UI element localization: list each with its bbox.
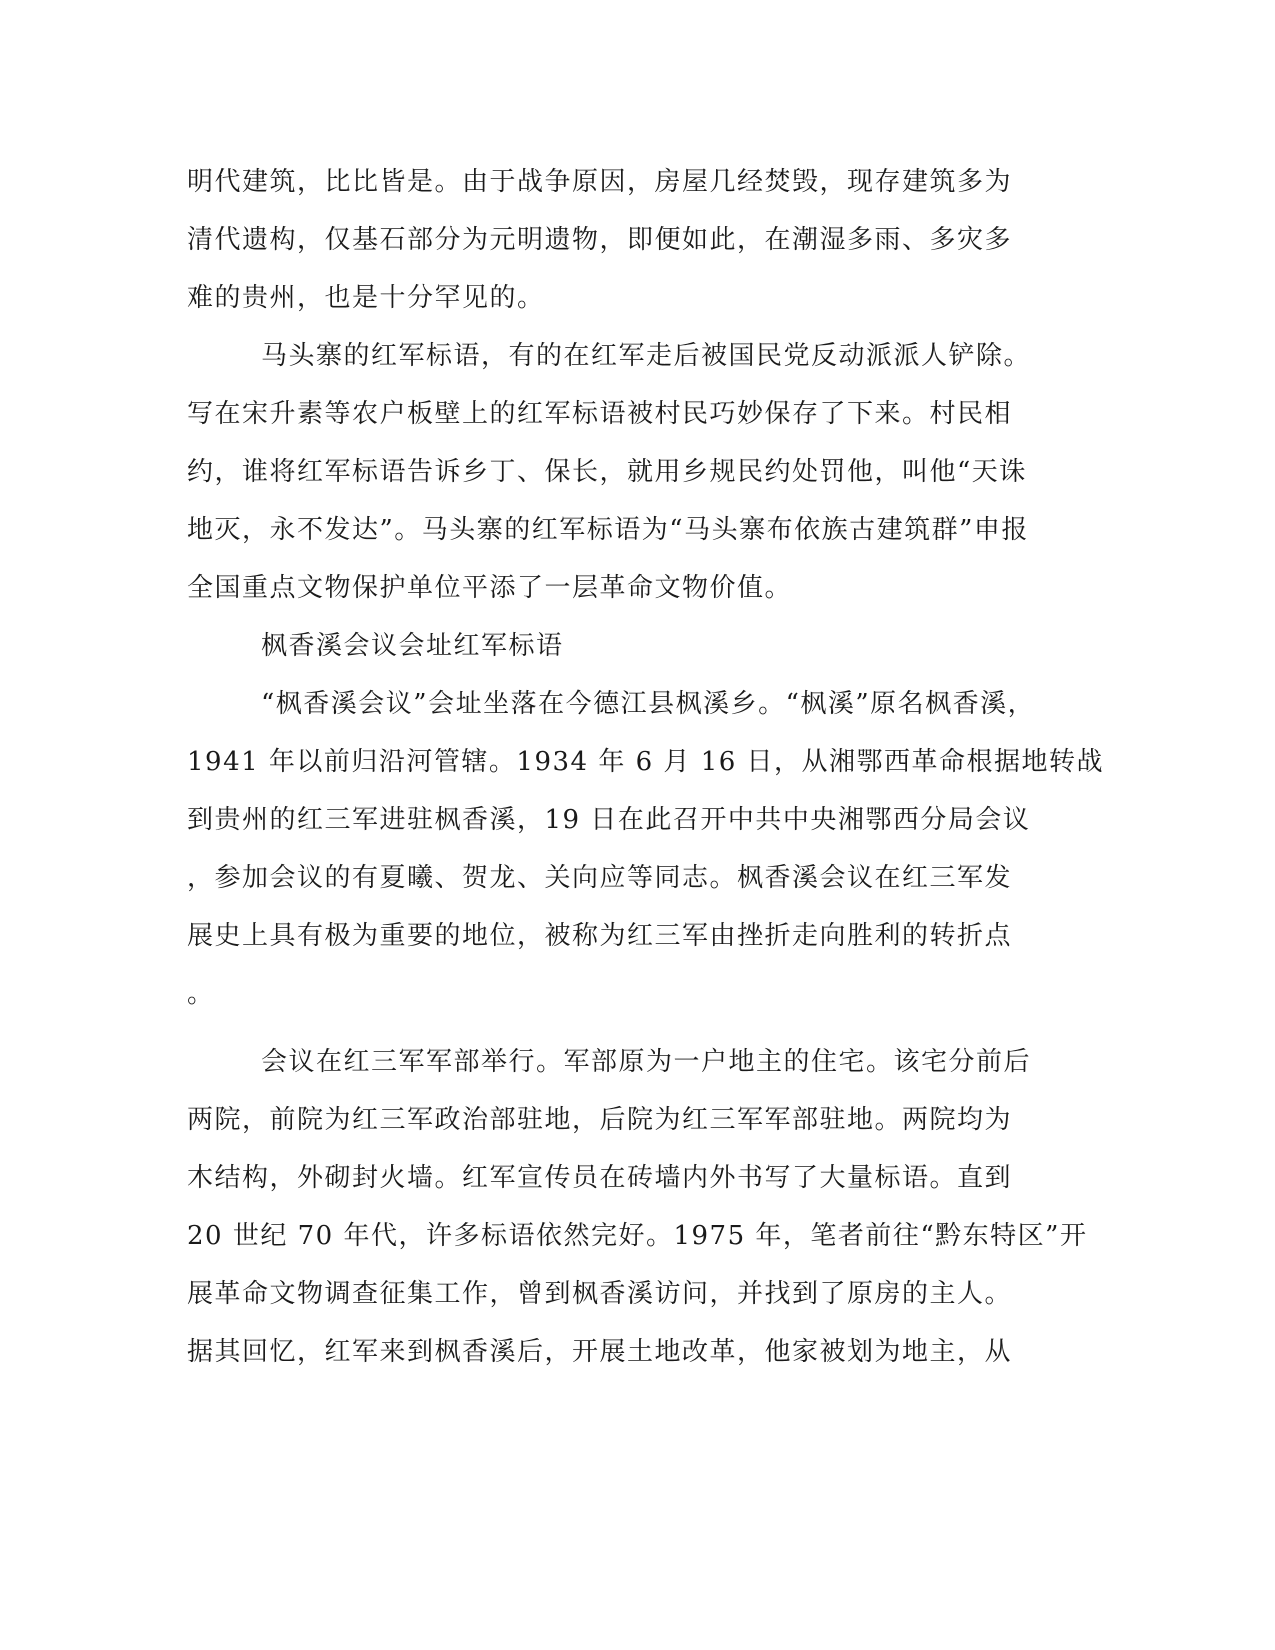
section-heading: 枫香溪会议会址红军标语 — [261, 631, 564, 661]
text-line-13: ，参加会议的有夏曦、贺龙、关向应等同志。枫香溪会议在红三军发 — [187, 863, 1013, 893]
text-line-3: 难的贵州，也是十分罕见的。 — [187, 283, 545, 313]
text-line-15: 。 — [187, 979, 215, 1009]
text-line-2: 清代遗构，仅基石部分为元明遗物，即便如此，在潮湿多雨、多灾多 — [187, 225, 1013, 255]
text-line-18: 木结构，外砌封火墙。红军宣传员在砖墙内外书写了大量标语。直到 — [187, 1163, 1013, 1193]
text-line-7: 地灭，永不发达”。马头寨的红军标语为“马头寨布依族古建筑群”申报 — [187, 515, 1029, 545]
text-line-6: 约，谁将红军标语告诉乡丁、保长，就用乡规民约处罚他，叫他“天诛 — [187, 457, 1027, 487]
text-line-5: 写在宋升素等农户板壁上的红军标语被村民巧妙保存了下来。村民相 — [187, 399, 1013, 429]
text-line-20: 展革命文物调查征集工作，曾到枫香溪访问，并找到了原房的主人。 — [187, 1279, 1013, 1309]
text-line-16: 会议在红三军军部举行。军部原为一户地主的住宅。该宅分前后 — [261, 1047, 1032, 1077]
text-line-17: 两院，前院为红三军政治部驻地，后院为红三军军部驻地。两院均为 — [187, 1105, 1013, 1135]
text-line-8: 全国重点文物保护单位平添了一层革命文物价值。 — [187, 573, 793, 603]
text-line-21: 据其回忆，红军来到枫香溪后，开展土地改革，他家被划为地主，从 — [187, 1337, 1013, 1367]
text-line-1: 明代建筑，比比皆是。由于战争原因，房屋几经焚毁，现存建筑多为 — [187, 167, 1013, 197]
text-line-11: 1941 年以前归沿河管辖。1934 年 6 月 16 日，从湘鄂西革命根据地转战 — [187, 747, 1105, 777]
text-line-10: “枫香溪会议”会址坐落在今德江县枫溪乡。“枫溪”原名枫香溪， — [261, 689, 1036, 719]
text-line-19: 20 世纪 70 年代，许多标语依然完好。1975 年，笔者前往“黔东特区”开 — [187, 1221, 1088, 1251]
text-line-14: 展史上具有极为重要的地位，被称为红三军由挫折走向胜利的转折点 — [187, 921, 1013, 951]
text-line-4: 马头寨的红军标语，有的在红军走后被国民党反动派派人铲除。 — [261, 341, 1032, 371]
text-line-12: 到贵州的红三军进驻枫香溪，19 日在此召开中共中央湘鄂西分局会议 — [187, 805, 1031, 835]
